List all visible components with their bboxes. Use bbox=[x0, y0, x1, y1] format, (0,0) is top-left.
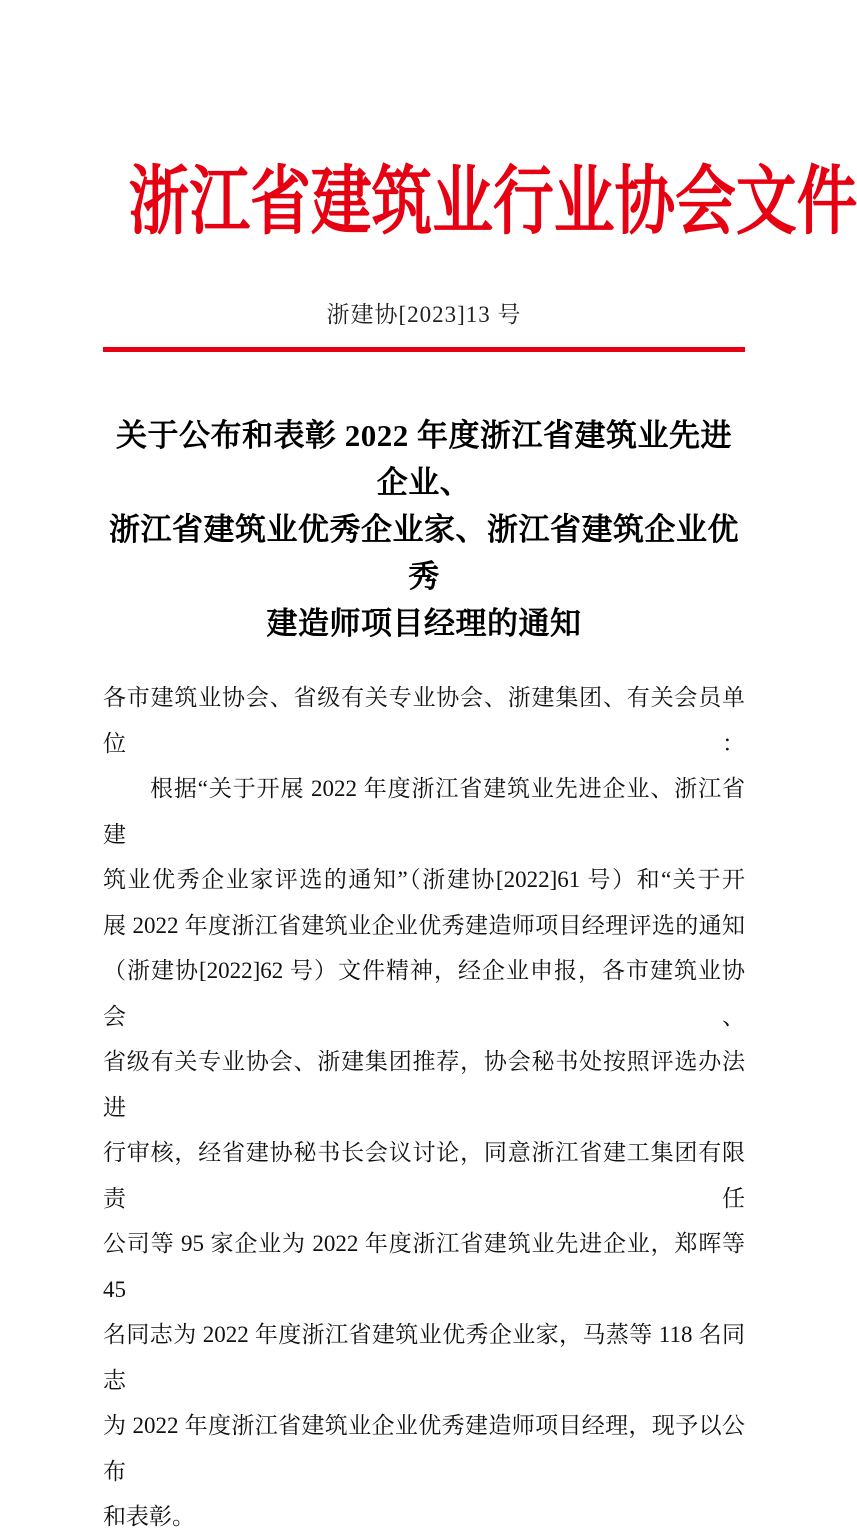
body-line: 展 2022 年度浙江省建筑业企业优秀建造师项目经理评选的通知 bbox=[103, 912, 745, 938]
notice-title bbox=[103, 412, 745, 647]
red-divider-line bbox=[103, 347, 745, 352]
body-line: （浙建协[2022]62 号）文件精神，经企业申报，各市建筑业协会、 bbox=[103, 958, 745, 1029]
body-line: 根据“关于开展 2022 年度浙江省建筑业先进企业、浙江省建 bbox=[103, 776, 745, 847]
notice-title-line-2: 浙江省建筑业优秀企业家、浙江省建筑企业优秀 bbox=[109, 512, 739, 595]
notice-title-line-1: 关于公布和表彰 2022 年度浙江省建筑业先进企业、 bbox=[116, 418, 732, 501]
document-number: 浙建协[2023]13 号 bbox=[326, 302, 522, 328]
body-line: 筑业优秀企业家评选的通知”（浙建协[2022]61 号）和“关于开 bbox=[103, 867, 745, 893]
document-content bbox=[0, 160, 857, 1540]
body-line: 行审核，经省建协秘书长会议讨论，同意浙江省建工集团有限责任 bbox=[103, 1140, 745, 1211]
salutation-line: 各市建筑业协会、省级有关专业协会、浙建集团、有关会员单位： bbox=[103, 685, 745, 756]
body-line: 省级有关专业协会、浙建集团推荐，协会秘书处按照评选办法进 bbox=[103, 1049, 745, 1120]
body-line: 公司等 95 家企业为 2022 年度浙江省建筑业先进企业，郑晖等 45 bbox=[103, 1231, 745, 1302]
document-page bbox=[0, 160, 857, 1530]
notice-title-line-3: 建造师项目经理的通知 bbox=[266, 606, 582, 642]
letterhead-org-title: 浙江省建筑业行业协会文件 bbox=[128, 160, 857, 245]
notice-body bbox=[103, 675, 745, 1540]
body-line: 名同志为 2022 年度浙江省建筑业优秀企业家，马蒸等 118 名同志 bbox=[103, 1322, 745, 1393]
body-line: 为 2022 年度浙江省建筑业企业优秀建造师项目经理，现予以公布 bbox=[103, 1413, 745, 1484]
body-closing-line: 和表彰。 bbox=[103, 1504, 195, 1530]
